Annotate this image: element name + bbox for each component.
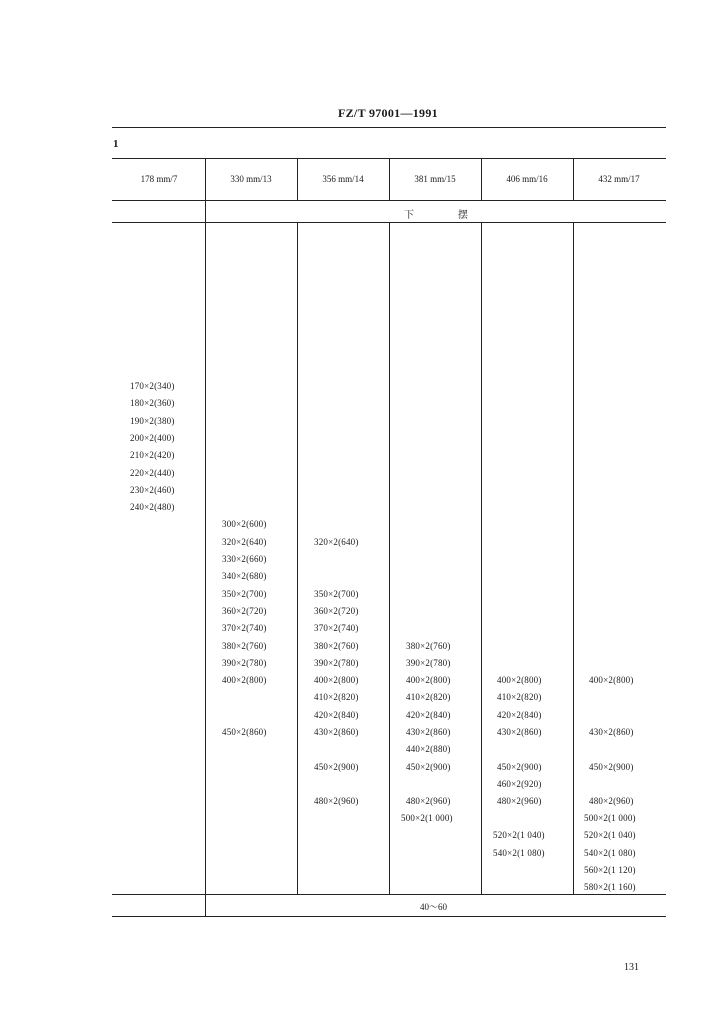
table-cell: 350×2(700) — [222, 589, 267, 599]
table-cell: 400×2(800) — [314, 675, 359, 685]
table-cell: 560×2(1 120) — [584, 865, 636, 875]
table-cell: 240×2(480) — [130, 502, 175, 512]
table-cell: 430×2(860) — [589, 727, 634, 737]
table-cell: 170×2(340) — [130, 381, 175, 391]
table-cell: 400×2(800) — [222, 675, 267, 685]
table-cell: 370×2(740) — [314, 623, 359, 633]
table-cell: 190×2(380) — [130, 416, 175, 426]
table-cell: 450×2(900) — [497, 762, 542, 772]
column-header: 432 mm/17 — [598, 174, 640, 184]
table-cell: 400×2(800) — [497, 675, 542, 685]
table-cell: 450×2(900) — [314, 762, 359, 772]
table-cell: 420×2(840) — [497, 710, 542, 720]
column-divider — [573, 222, 574, 894]
table-cell: 410×2(820) — [314, 692, 359, 702]
table-cell: 300×2(600) — [222, 519, 267, 529]
table-cell: 450×2(900) — [589, 762, 634, 772]
table-cell: 210×2(420) — [130, 450, 175, 460]
table-cell: 520×2(1 040) — [584, 830, 636, 840]
table-cell: 350×2(700) — [314, 589, 359, 599]
table-cell: 450×2(900) — [406, 762, 451, 772]
section-label: 下 — [404, 210, 414, 221]
table-cell: 420×2(840) — [314, 710, 359, 720]
table-cell: 540×2(1 080) — [584, 848, 636, 858]
table-cell: 400×2(800) — [406, 675, 451, 685]
table-cell: 340×2(680) — [222, 571, 267, 581]
table-cell: 480×2(960) — [589, 796, 634, 806]
table-cell: 480×2(960) — [497, 796, 542, 806]
table-cell: 480×2(960) — [406, 796, 451, 806]
page-number: 131 — [624, 962, 639, 973]
column-header: 356 mm/14 — [322, 174, 364, 184]
table-cell: 580×2(1 160) — [584, 882, 636, 892]
table-cell: 520×2(1 040) — [493, 830, 545, 840]
table-number: 1 — [113, 138, 119, 150]
column-header: 381 mm/15 — [414, 174, 456, 184]
table-cell: 180×2(360) — [130, 398, 175, 408]
body-bottom-rule — [112, 894, 666, 895]
column-header: 330 mm/13 — [230, 174, 272, 184]
table-cell: 380×2(760) — [406, 641, 451, 651]
column-divider — [481, 222, 482, 894]
table-cell: 360×2(720) — [222, 606, 267, 616]
table-cell: 220×2(440) — [130, 468, 175, 478]
table-cell: 440×2(880) — [406, 744, 451, 754]
table-cell: 360×2(720) — [314, 606, 359, 616]
column-divider — [297, 222, 298, 894]
table-cell: 390×2(780) — [406, 658, 451, 668]
header-bottom-rule — [112, 200, 666, 201]
table-cell: 320×2(640) — [222, 537, 267, 547]
table-cell: 400×2(800) — [589, 675, 634, 685]
column-header: 406 mm/16 — [506, 174, 548, 184]
table-cell: 410×2(820) — [406, 692, 451, 702]
table-cell: 330×2(660) — [222, 554, 267, 564]
table-cell: 460×2(920) — [497, 779, 542, 789]
table-cell: 320×2(640) — [314, 537, 359, 547]
table-cell: 540×2(1 080) — [493, 848, 545, 858]
column-divider — [389, 222, 390, 894]
table-bottom-rule — [112, 916, 666, 917]
table-cell: 380×2(760) — [222, 641, 267, 651]
table-cell: 200×2(400) — [130, 433, 175, 443]
header-rule — [112, 127, 666, 128]
section-label: 摆 — [458, 210, 468, 221]
table-cell: 430×2(860) — [497, 727, 542, 737]
table-cell: 410×2(820) — [497, 692, 542, 702]
table-cell: 390×2(780) — [314, 658, 359, 668]
table-cell: 500×2(1 000) — [401, 813, 453, 823]
table-cell: 430×2(860) — [314, 727, 359, 737]
table-cell: 500×2(1 000) — [584, 813, 636, 823]
column-header: 178 mm/7 — [140, 174, 178, 184]
table-cell: 390×2(780) — [222, 658, 267, 668]
table-cell: 450×2(860) — [222, 727, 267, 737]
table-cell: 420×2(840) — [406, 710, 451, 720]
standard-number: FZ/T 97001—1991 — [338, 106, 438, 120]
table-cell: 230×2(460) — [130, 485, 175, 495]
table-cell: 480×2(960) — [314, 796, 359, 806]
table-cell: 370×2(740) — [222, 623, 267, 633]
column-divider — [205, 158, 206, 916]
table-cell: 380×2(760) — [314, 641, 359, 651]
table-cell: 430×2(860) — [406, 727, 451, 737]
footer-value: 40～60 — [420, 902, 448, 912]
